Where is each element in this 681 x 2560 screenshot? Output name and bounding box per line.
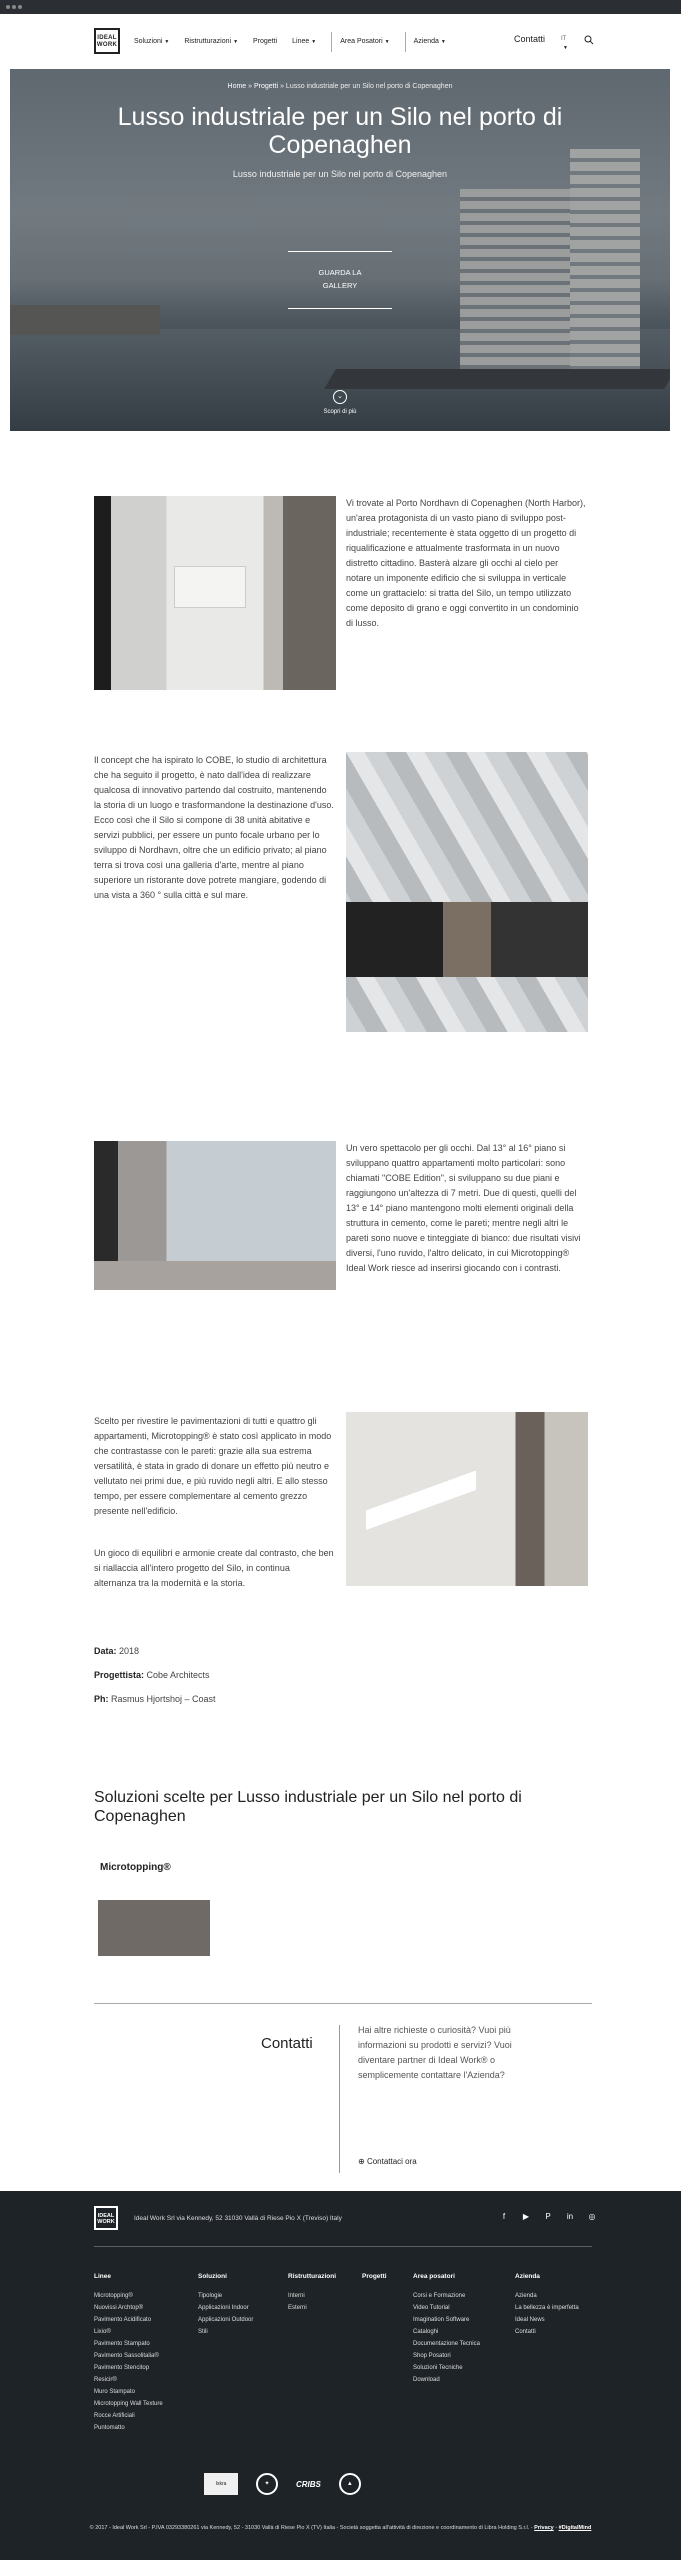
- window-dot-icon: [12, 5, 16, 9]
- footer-link[interactable]: Nuovissi Archtop®: [94, 2305, 144, 2311]
- intro-paragraph: Vi trovate al Porto Nordhavn di Copenaghen (North Harbor), un'area protagonista di un vasto piano di sviluppo post-industriale; recentemente è stata oggetto di un progetto di riqualificazione e attualmente trasformata in un nuovo distretto cittadino. Basterà alzare gli occhi al cielo per notare un imponente edificio che si sviluppa in verticale come un grattacielo: si tratta del Silo, un tempo utilizzato come deposito di grano e oggi convertito in un condominio di lusso.: [346, 498, 586, 628]
- footer-link[interactable]: Cataloghi: [413, 2329, 439, 2335]
- footer-address: Ideal Work Srl via Kennedy, 52 31030 Vallà di Riese Pio X (Treviso) Italy: [134, 2215, 342, 2222]
- page-subtitle: Lusso industriale per un Silo nel porto di Copenaghen: [232, 169, 448, 179]
- breadcrumb-separator: »: [280, 83, 286, 90]
- footer-link[interactable]: Shop Posatori: [413, 2353, 451, 2359]
- linkedin-icon[interactable]: in: [566, 2212, 574, 2221]
- main-nav: [134, 14, 461, 69]
- arrow-circle-icon: ⊕: [358, 2157, 365, 2166]
- gallery-label: GUARDA LA: [318, 268, 362, 277]
- project-photographer: [94, 1694, 216, 1704]
- chevron-down-icon: ▼: [440, 38, 446, 45]
- contact-now-link[interactable]: [358, 2157, 417, 2166]
- footer-col-linee: [94, 2273, 163, 2434]
- credit-link[interactable]: #DigitalMind: [558, 2525, 592, 2531]
- solutions-heading: Soluzioni scelte per Lusso industriale per un Silo nel porto di Copenaghen: [94, 1789, 522, 1825]
- footer-link[interactable]: Applicazioni Outdoor: [198, 2317, 254, 2323]
- concept-paragraph: Il concept che ha ispirato lo COBE, lo studio di architettura che ha seguito il progetto, è nato dall'idea di realizzare qualcosa di innovativo partendo dal costruito, mantenendo la storia di un luogo e trasformandone la destinazione d'uso. Ecco così che il Silo si compone di 38 unità abitative e servizi pubblici, per essere un punto focale urbano per lo sviluppo di Nordhavn, oltre che un edificio privato; al piano terra si trova così una galleria d'arte, mentre al piano superiore un ristorante dove potrete mangiare, godendo di una vista a 360 ° sulla città e sul mare.: [94, 755, 334, 900]
- nav-label: Area Posatori: [340, 38, 383, 45]
- nav-label: Ristrutturazioni: [184, 38, 232, 45]
- apartments-paragraph: Un vero spettacolo per gli occhi. Dal 13° al 16° piano si sviluppano quattro appartamenti molto particolari: sono chiamati "COBE Edition", si sviluppano su due piani e raggiungono un'altezza di 7 metri. Due di questi, quelli del 13° e 14° piano mantengono molti elementi originali della struttura in cemento, come le pareti; mentre negli altri le pareti sono nuove e tinteggiate di bianco: due risultati visivi diversi, l'uno ruvido, l'altro delicato, in cui Microtopping® Ideal Work riesce ad inserirsi giocando con i contrasti.: [346, 1143, 581, 1273]
- meta-value: Cobe Architects: [146, 1670, 210, 1680]
- project-date: [94, 1646, 139, 1656]
- contact-text: Hai altre richieste o curiosità? Vuoi più informazioni su prodotti e servizi? Vuoi diventare partner di Ideal Work® o semplicemente contattare l'Azienda?: [358, 2025, 512, 2080]
- window-dot-icon: [18, 5, 22, 9]
- page-title: Lusso industriale per un Silo nel porto di Copenaghen: [117, 103, 563, 159]
- solution-microtopping-swatch[interactable]: [98, 1900, 210, 1956]
- footer-link[interactable]: Contatti: [515, 2329, 536, 2335]
- living-room-photo: [94, 1141, 336, 1290]
- footer-link[interactable]: Documentazione Tecnica: [413, 2341, 480, 2347]
- footer-link[interactable]: Ideal News: [515, 2317, 545, 2323]
- meta-value: 2018: [119, 1646, 140, 1656]
- nav-linee[interactable]: [292, 38, 316, 45]
- footer-link[interactable]: Applicazioni Indoor: [198, 2305, 249, 2311]
- footer-link[interactable]: Microtopping®: [94, 2293, 133, 2299]
- logo-text: WORK: [96, 42, 118, 48]
- footer-link[interactable]: Muro Stampato: [94, 2389, 136, 2395]
- footer-link[interactable]: Corsi e Formazione: [413, 2293, 466, 2299]
- footer-col-title: Soluzioni: [198, 2273, 227, 2280]
- footer-link[interactable]: Imagination Software: [413, 2317, 470, 2323]
- nav-label: Soluzioni: [134, 38, 163, 45]
- privacy-link[interactable]: Privacy: [534, 2525, 554, 2531]
- footer-link[interactable]: Interni: [288, 2293, 305, 2299]
- closing-paragraph: Un gioco di equilibri e armonie create dal contrasto, che ben si riallaccia all'intero progetto del Silo, in continua alternanza tra la modernità e la storia.: [94, 1548, 334, 1588]
- nav-label: Azienda: [413, 38, 439, 45]
- meta-value: Rasmus Hjortshoj – Coast: [111, 1694, 216, 1704]
- footer-col-title[interactable]: Progetti: [362, 2273, 387, 2280]
- footer-link[interactable]: Pavimento Stampato: [94, 2341, 150, 2347]
- solution-microtopping-label[interactable]: Microtopping®: [100, 1862, 171, 1873]
- hero-banner: [10, 69, 670, 431]
- footer-col-progetti: [362, 2273, 387, 2290]
- kitchen-photo: [94, 496, 336, 690]
- chevron-down-icon: ▼: [384, 38, 390, 45]
- language-selector[interactable]: IT: [561, 36, 567, 42]
- partner-seal-icon[interactable]: ▲: [339, 2473, 361, 2495]
- footer-col-soluzioni: [198, 2273, 253, 2338]
- chevron-down-icon: ▼: [164, 38, 170, 45]
- ideal-work-logo[interactable]: [94, 28, 120, 54]
- nav-label: Linee: [292, 38, 310, 45]
- partner-badge-icon[interactable]: ✦: [256, 2473, 278, 2495]
- youtube-icon[interactable]: ▶: [522, 2212, 530, 2221]
- scroll-label[interactable]: Scopri di più: [323, 409, 357, 415]
- facebook-icon[interactable]: f: [502, 2212, 506, 2221]
- nav-ristrutturazioni[interactable]: [184, 38, 238, 45]
- chevron-down-icon: ▼: [233, 38, 239, 45]
- nav-progetti[interactable]: [253, 38, 277, 45]
- chevron-down-icon[interactable]: ▼: [563, 45, 568, 51]
- meta-label: Progettista:: [94, 1670, 145, 1680]
- footer-link[interactable]: Esterni: [288, 2305, 307, 2311]
- footer-link[interactable]: Microtopping Wall Texture: [94, 2401, 163, 2407]
- footer-col-title: Linee: [94, 2273, 111, 2280]
- nav-soluzioni[interactable]: [134, 38, 169, 45]
- footer-link[interactable]: Resicir®: [94, 2377, 117, 2383]
- breadcrumb-progetti[interactable]: Progetti: [254, 83, 279, 90]
- view-gallery-button[interactable]: [288, 251, 392, 309]
- partner-logo-cribs[interactable]: CRIBS: [296, 2479, 321, 2489]
- logo-text: WORK: [97, 2219, 115, 2225]
- contact-link-label: Contattaci ora: [366, 2157, 417, 2166]
- footer-logo[interactable]: [94, 2206, 118, 2230]
- footer-link[interactable]: Azienda: [515, 2293, 537, 2299]
- nav-azienda[interactable]: [414, 38, 446, 45]
- instagram-icon[interactable]: ◎: [588, 2212, 596, 2221]
- gallery-label: GALLERY: [322, 281, 358, 290]
- scroll-down-icon[interactable]: ⌄: [333, 390, 347, 404]
- meta-label: Data:: [94, 1646, 117, 1656]
- breadcrumb-separator: »: [248, 83, 254, 90]
- pinterest-icon[interactable]: P: [545, 2212, 551, 2221]
- footer-link[interactable]: Video Tutorial: [413, 2305, 450, 2311]
- contact-divider: [94, 2003, 592, 2004]
- footer-col-area-posatori: [413, 2273, 480, 2386]
- footer-link[interactable]: Soluzioni Tecniche: [413, 2365, 463, 2371]
- footer-divider: [94, 2246, 592, 2247]
- browser-top-bar: [0, 0, 681, 14]
- contact-heading: Contatti: [261, 2035, 313, 2052]
- facade-photo: [346, 752, 588, 1032]
- footer-link[interactable]: Pavimento Stencitop: [94, 2365, 150, 2371]
- social-links: [497, 2212, 607, 2221]
- footer-link[interactable]: Rocce Artificiali: [94, 2413, 135, 2419]
- footer-link[interactable]: La bellezza è imperfetta: [515, 2305, 579, 2311]
- footer-link[interactable]: Pavimento Acidificato: [94, 2317, 152, 2323]
- meta-label: Ph:: [94, 1694, 109, 1704]
- footer-link[interactable]: Lixio®: [94, 2329, 111, 2335]
- copyright-separator: -: [555, 2525, 559, 2531]
- window-dot-icon: [6, 5, 10, 9]
- footer-col-title: Azienda: [515, 2273, 540, 2280]
- contact-vertical-divider: [339, 2025, 340, 2173]
- partner-logo-iskra[interactable]: Iskra: [204, 2473, 238, 2495]
- footer-link[interactable]: Download: [413, 2377, 440, 2383]
- header-contatti-link[interactable]: Contatti: [514, 34, 546, 44]
- copyright-text: © 2017 - Ideal Work Srl - P.IVA 03293380261 via Kennedy, 52 - 31030 Vallà di Riese Pio X (TV) Italia - Società soggetta all'attività di direzione e coordinamento di Libra Holding S.r.l. -: [89, 2525, 533, 2531]
- nav-divider: [331, 32, 332, 52]
- search-icon[interactable]: [584, 35, 594, 45]
- staircase-photo: [346, 1412, 588, 1586]
- logo-text: IDEAL: [97, 35, 117, 41]
- footer-link[interactable]: Puntomatto: [94, 2425, 125, 2431]
- site-footer: [0, 2191, 681, 2560]
- project-architect: [94, 1670, 210, 1680]
- nav-label: Progetti: [253, 38, 278, 45]
- partner-logos: [204, 2473, 379, 2495]
- copyright-notice: [0, 2523, 681, 2533]
- footer-link[interactable]: Tipologie: [198, 2293, 223, 2299]
- nav-divider: [405, 32, 406, 52]
- footer-col-azienda: [515, 2273, 579, 2338]
- footer-col-title: Ristrutturazioni: [288, 2273, 337, 2280]
- footer-link[interactable]: Pavimento Sassolitalia®: [94, 2353, 159, 2359]
- logo-text: IDEAL: [97, 2213, 115, 2219]
- footer-col-ristrutturazioni: [288, 2273, 336, 2314]
- breadcrumb: [10, 83, 670, 90]
- breadcrumb-current: Lusso industriale per un Silo nel porto di Copenaghen: [285, 83, 453, 90]
- footer-link[interactable]: Stili: [198, 2329, 208, 2335]
- nav-area-posatori[interactable]: [340, 38, 389, 45]
- breadcrumb-home[interactable]: Home: [227, 83, 247, 90]
- chevron-down-icon: ▼: [311, 38, 317, 45]
- microtopping-paragraph: Scelto per rivestire le pavimentazioni di tutti e quattro gli appartamenti, Microtopping® è stato così applicato in modo che contrastasse con le pareti: grazie alla sua estrema versatilità, è stata in grado di donare un effetto più neutro e vellutato nei primi due, e più ruvido negli altri. E allo stesso tempo, per essere complementare al cemento grezzo presente nell'edificio.: [94, 1416, 332, 1516]
- site-header: [0, 14, 681, 69]
- footer-col-title: Area posatori: [413, 2273, 455, 2280]
